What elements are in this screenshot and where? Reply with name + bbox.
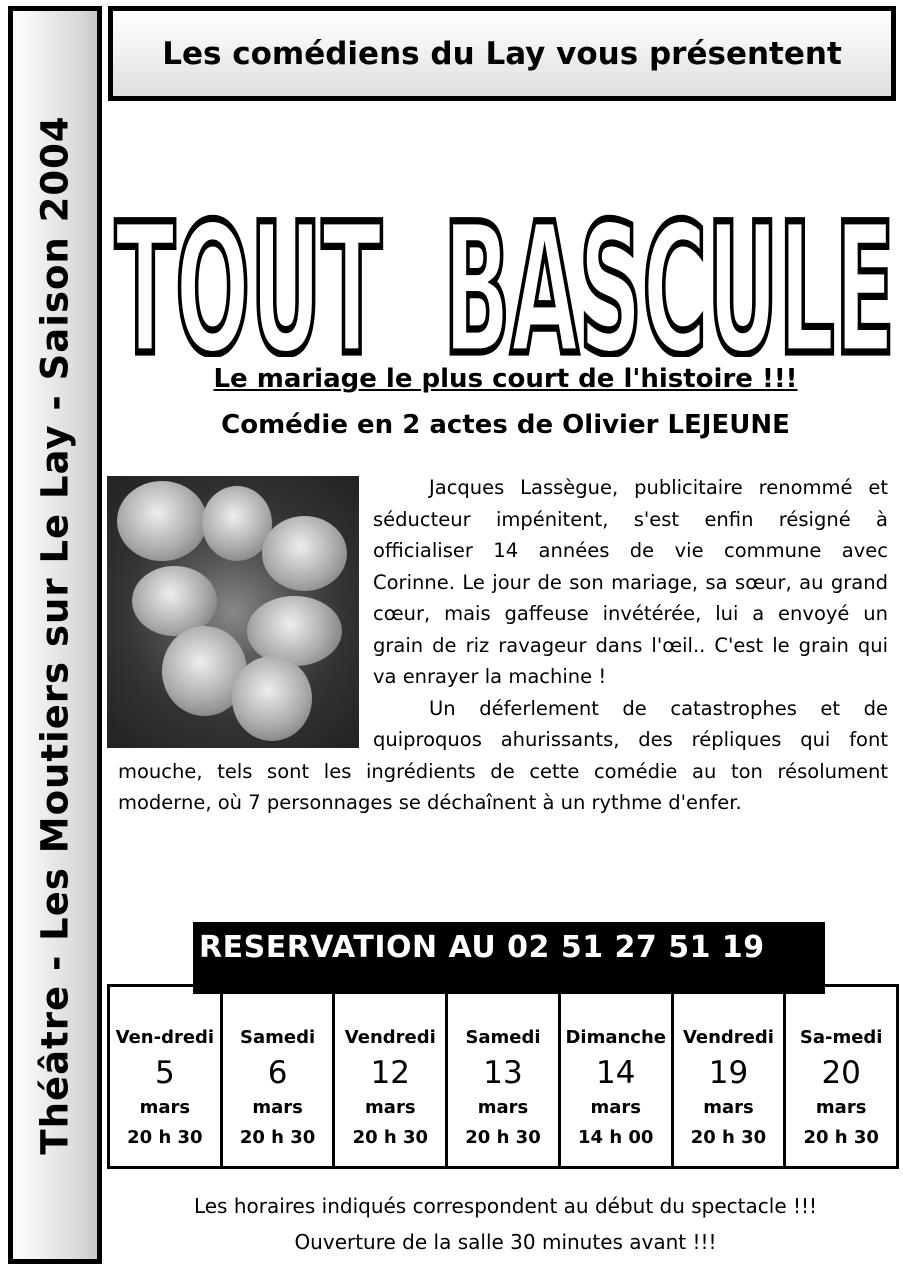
sidebar-banner <box>8 6 102 1264</box>
date-number: 19 <box>708 1055 749 1091</box>
synopsis <box>118 472 888 819</box>
header-text: Les comédiens du Lay vous présentent <box>162 35 842 72</box>
date-day: Sa-medi <box>799 1027 883 1048</box>
synopsis-paragraph-2: Un déferlement de catastrophes et de quiproquos ahurissants, des répliques qui font mouche, tels sont les ingrédients de cette comédie au ton résolument moderne, où 7 personnages se déchaînent à un rythme d'enfer. <box>118 696 888 814</box>
date-month: mars <box>365 1097 416 1118</box>
reservation-banner: RESERVATION AU 02 51 27 51 19 <box>193 922 825 994</box>
date-time: 20 h 30 <box>239 1127 316 1148</box>
date-time: 20 h 30 <box>465 1127 541 1148</box>
date-cell <box>448 987 561 1166</box>
date-number: 13 <box>483 1055 523 1091</box>
cast-photo <box>107 476 359 748</box>
date-time: 20 h 30 <box>127 1127 203 1148</box>
show-title-text: TOUT BASCULE <box>115 185 896 357</box>
date-month: mars <box>703 1097 754 1118</box>
date-month: mars <box>252 1097 303 1118</box>
date-month: mars <box>815 1097 867 1118</box>
date-number: 5 <box>154 1055 175 1091</box>
date-cell <box>335 987 448 1166</box>
footer-line-1: Les horaires indiqués correspondent au début du spectacle !!! <box>193 1194 818 1218</box>
synopsis-paragraph-1: Jacques Lassègue, publicitaire renommé et séducteur impénitent, s'est enfin résigné à officialiser 14 années de vie commune avec Corinne. Le jour de son mariage, sa sœur, au grand cœur, mais gaffeuse invétérée, lui a envoyé un grain de riz ravageur dans l'œil.. C'est le grain qui va enrayer la machine ! <box>373 476 888 688</box>
footer-line-2: Ouverture de la salle 30 minutes avant !!! <box>294 1230 717 1254</box>
date-day: Samedi <box>240 1027 316 1048</box>
dates-table <box>107 984 899 1169</box>
date-time: 20 h 30 <box>352 1127 429 1148</box>
date-cell <box>674 987 787 1166</box>
date-cell <box>561 987 674 1166</box>
date-number: 6 <box>267 1055 288 1091</box>
date-month: mars <box>590 1097 641 1118</box>
sidebar-text: Théâtre - Les Moutiers sur Le Lay - Saison 2004 <box>33 115 77 1155</box>
date-month: mars <box>139 1097 191 1118</box>
date-number: 14 <box>596 1055 636 1091</box>
date-number: 20 <box>821 1055 861 1091</box>
footer-notes <box>108 1188 903 1260</box>
date-day: Ven-dredi <box>115 1027 215 1048</box>
date-cell <box>223 987 336 1166</box>
date-day: Dimanche <box>565 1027 666 1048</box>
date-time: 14 h 00 <box>578 1127 654 1148</box>
date-time: 20 h 30 <box>803 1127 879 1148</box>
header-box <box>108 6 896 101</box>
date-day: Vendredi <box>682 1027 774 1048</box>
subtitle: Le mariage le plus court de l'histoire !!! <box>213 364 798 394</box>
author-line: Comédie en 2 actes de Olivier LEJEUNE <box>221 410 790 440</box>
date-time: 20 h 30 <box>690 1127 767 1148</box>
date-day: Vendredi <box>344 1027 436 1048</box>
show-title <box>108 112 903 357</box>
date-day: Samedi <box>465 1027 541 1048</box>
date-cell <box>786 987 896 1166</box>
date-month: mars <box>477 1097 529 1118</box>
date-number: 12 <box>370 1055 411 1091</box>
date-cell <box>110 987 223 1166</box>
